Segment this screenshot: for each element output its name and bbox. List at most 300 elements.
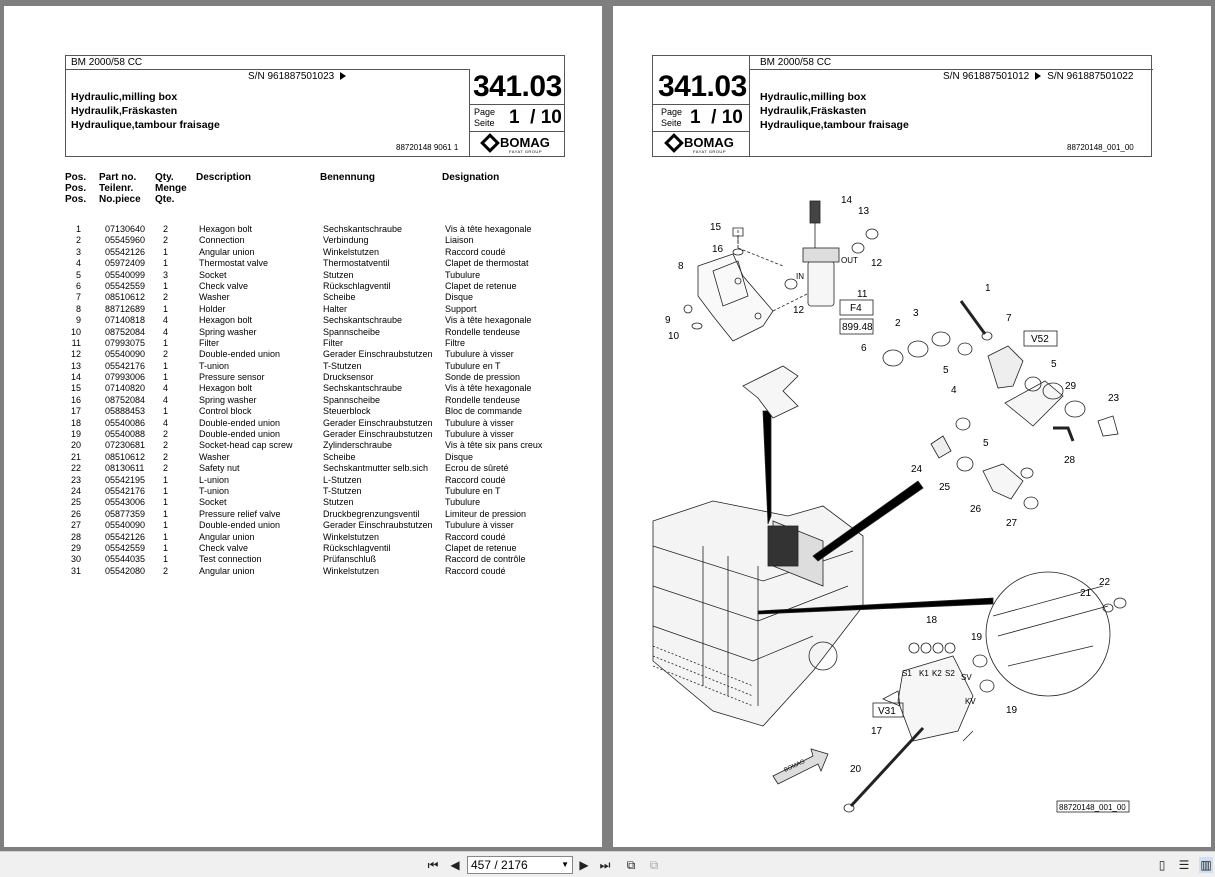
plate-upper [743, 366, 798, 418]
table-row [65, 429, 565, 440]
label-f4-value: 899.48 [842, 322, 873, 333]
table-row [65, 292, 565, 303]
nut-22 [1114, 598, 1126, 608]
table-row [65, 475, 565, 486]
chevron-down-icon[interactable]: ▼ [561, 860, 569, 869]
table-row [65, 224, 565, 235]
filter-canister [808, 261, 834, 306]
callout-11: 11 [857, 289, 868, 300]
cell-designation: Vis à tête six pans creux [445, 440, 543, 451]
callout-2: 2 [895, 318, 901, 329]
cell-part-no: 05542195 [105, 474, 146, 485]
callout-4: 4 [951, 385, 957, 396]
cell-description: Filter [199, 337, 219, 348]
page-number-input[interactable]: 457 / 2176 ▼ [467, 856, 573, 874]
table-row [65, 406, 565, 417]
cell-description: T-union [199, 485, 230, 496]
union-27 [1024, 497, 1038, 509]
cell-designation: Ecrou de sûreté [445, 463, 509, 474]
label-v31: V31 [878, 706, 896, 717]
arrow-right-icon [340, 72, 346, 80]
serial-number: S/N 961887501023 [248, 71, 346, 82]
cell-pos: 1 [75, 224, 81, 234]
cell-part-no: 07130640 [105, 224, 146, 234]
cell-part-no: 05540090 [105, 520, 146, 531]
holder-bracket [698, 254, 773, 341]
cell-part-no: 05542559 [105, 542, 146, 553]
callout-9: 9 [665, 315, 671, 326]
cell-part-no: 08510612 [105, 292, 146, 303]
cell-part-no: 05545960 [105, 235, 146, 246]
screw-20-head [844, 804, 854, 812]
cell-designation: Vis à tête hexagonale [445, 315, 532, 326]
continuous-view-icon[interactable]: ☰ [1178, 858, 1190, 872]
callout-12: 12 [871, 258, 883, 269]
section-number: 341.03 [658, 70, 747, 103]
cell-designation: Vis à tête hexagonale [445, 383, 532, 394]
callout-19: 19 [971, 632, 983, 643]
last-page-icon[interactable]: ⏭ [599, 857, 611, 872]
callout-28: 28 [1064, 455, 1076, 466]
cell-benennung: Gerader Einschraubstutzen [323, 349, 433, 360]
cell-pos: 29 [70, 542, 81, 553]
table-row [65, 554, 565, 565]
cell-benennung: Stutzen [323, 497, 354, 508]
socket-5c [956, 418, 970, 430]
cell-pos: 25 [70, 497, 81, 508]
cell-pos: 30 [70, 554, 81, 565]
col-benennung: Benennung [320, 172, 375, 183]
cell-pos: 8 [75, 303, 81, 314]
table-row [65, 258, 565, 269]
cell-part-no: 07993006 [105, 372, 146, 383]
union-18c [933, 643, 943, 653]
callout-23: 23 [1108, 393, 1120, 404]
table-row [65, 270, 565, 281]
cell-part-no: 05542080 [105, 565, 146, 576]
callout-26: 26 [970, 504, 982, 515]
page-label: Page Seite [474, 107, 496, 128]
cell-qty: 1 [163, 474, 169, 485]
cell-part-no: 05542559 [105, 280, 146, 291]
first-page-icon[interactable]: ⏮ [427, 857, 439, 872]
cell-benennung: Gerader Einschraubstutzen [323, 429, 433, 440]
angular-union-28 [1053, 428, 1073, 441]
arrow-right-icon [1035, 72, 1041, 80]
title-en: Hydraulic,milling box [71, 91, 178, 103]
cell-part-no: 05877359 [105, 508, 146, 519]
cell-description: Double-ended union [199, 417, 281, 428]
right-page [613, 6, 1211, 847]
cell-part-no: 05542126 [105, 246, 146, 257]
union-13 [866, 229, 878, 239]
cell-part-no: 88712689 [105, 303, 146, 314]
cell-qty: 1 [163, 406, 169, 417]
cell-designation: Limiteur de pression [445, 508, 527, 519]
cell-part-no: 07993075 [105, 337, 146, 348]
cell-pos: 11 [71, 337, 81, 348]
cell-description: Holder [199, 303, 226, 314]
doc-ref: 88720148 9061 1 [396, 143, 459, 152]
cell-qty: 1 [163, 554, 169, 565]
cell-description: Angular union [199, 531, 255, 542]
table-row [65, 543, 565, 554]
table-row [65, 383, 565, 394]
angular-union-3 [932, 332, 950, 346]
cell-qty: 1 [163, 337, 169, 348]
table-row [65, 349, 565, 360]
cell-description: Hexagon bolt [199, 315, 253, 326]
cell-part-no: 05972409 [105, 258, 146, 269]
cell-part-no: 07140820 [105, 383, 146, 394]
cell-part-no: 05540086 [105, 417, 146, 428]
table-row [65, 440, 565, 451]
cell-qty: 4 [163, 326, 169, 337]
cell-benennung: Gerader Einschraubstutzen [323, 520, 433, 531]
cell-part-no: 08752084 [105, 394, 146, 405]
cell-pos: 17 [70, 406, 81, 417]
cell-benennung: Scheibe [323, 292, 356, 303]
cell-designation: Tubulure à visser [445, 520, 514, 531]
next-page-icon[interactable]: ▶ [579, 858, 589, 872]
union-18b [921, 643, 931, 653]
cell-designation: Raccord coudé [445, 531, 506, 542]
table-row [65, 520, 565, 531]
single-page-view-icon[interactable]: ▯ [1158, 858, 1166, 872]
cell-benennung: Drucksensor [323, 372, 374, 383]
cell-benennung: Gerader Einschraubstutzen [323, 417, 433, 428]
table-row [65, 497, 565, 508]
union-18a [909, 643, 919, 653]
cell-part-no: 05540090 [105, 349, 146, 360]
callout-27: 27 [1006, 518, 1018, 529]
cell-description: T-union [199, 360, 230, 371]
union-26b [1021, 468, 1033, 478]
washer-7 [982, 332, 992, 340]
callout-18: 18 [926, 615, 938, 626]
cell-part-no: 08130611 [105, 463, 145, 474]
page-number: 1 / 10 [509, 107, 562, 128]
cell-benennung: Rückschlagventil [323, 542, 391, 553]
callout-8: 8 [678, 261, 684, 272]
cell-part-no: 05544035 [105, 554, 146, 565]
cell-designation: Raccord coudé [445, 246, 506, 257]
cell-qty: 1 [163, 520, 169, 531]
table-row [65, 486, 565, 497]
cell-benennung: Spannscheibe [323, 394, 381, 405]
cell-pos: 3 [75, 246, 81, 257]
table-row [65, 418, 565, 429]
cell-qty: 2 [163, 451, 169, 462]
callout-10: 10 [668, 331, 680, 342]
callout-22: 22 [1099, 577, 1111, 588]
callout-5: 5 [983, 438, 989, 449]
cell-description: Washer [199, 292, 230, 303]
bomag-logo: BOMAG FAYAT GROUP [667, 135, 734, 150]
table-row [65, 395, 565, 406]
serial-range: S/N 961887501012 S/N 961887501022 [943, 71, 1134, 82]
col-designation: Designation [442, 172, 500, 183]
cell-qty: 2 [163, 349, 169, 360]
title-de: Hydraulik,Fräskasten [760, 105, 867, 117]
cell-description: Hexagon bolt [199, 383, 253, 394]
cell-description: Angular union [199, 565, 255, 576]
cell-description: Hexagon bolt [199, 224, 253, 234]
cell-qty: 1 [163, 531, 169, 542]
cell-designation: Tubulure à visser [445, 417, 514, 428]
cell-pos: 24 [70, 485, 81, 496]
cell-description: Spring washer [199, 326, 257, 337]
cell-benennung: Sechskantmutter selb.sich [323, 463, 429, 474]
cell-benennung: Winkelstutzen [323, 246, 380, 257]
cell-designation: Raccord coudé [445, 474, 506, 485]
callout-5: 5 [943, 365, 949, 376]
cell-designation: Tubulure en T [445, 360, 501, 371]
cell-qty: 2 [163, 463, 169, 474]
cell-part-no: 07140818 [105, 315, 146, 326]
fit-page-icon[interactable]: ⧉ [626, 857, 636, 872]
cell-qty: 1 [163, 246, 169, 257]
cell-designation: Tubulure [445, 269, 481, 280]
cell-pos: 10 [70, 326, 81, 337]
washer-10 [692, 323, 702, 329]
cell-qty: 1 [163, 280, 169, 291]
cell-part-no: 07230681 [105, 440, 146, 451]
callout-29: 29 [1065, 381, 1077, 392]
cell-pos: 2 [75, 235, 81, 246]
cell-part-no: 05540088 [105, 429, 146, 440]
cell-pos: 6 [75, 280, 81, 291]
cell-designation: Disque [445, 292, 474, 303]
callout-14: 14 [841, 195, 853, 206]
cell-part-no: 05542126 [105, 531, 146, 542]
table-row [65, 361, 565, 372]
cell-pos: 19 [70, 429, 81, 440]
cell-benennung: Sechskantschraube [323, 383, 403, 394]
leader-wedge-upper [763, 411, 771, 524]
prev-page-icon[interactable]: ◀ [450, 858, 460, 872]
fit-width-icon[interactable]: ⧉ [649, 857, 659, 872]
page-number: 1 / 10 [690, 107, 743, 128]
cell-qty: 1 [163, 497, 169, 508]
l-union-23 [1098, 416, 1118, 436]
cell-pos: 9 [75, 315, 81, 326]
cell-description: Washer [199, 451, 230, 462]
cell-benennung: Winkelstutzen [323, 531, 380, 542]
cell-description: Angular union [199, 246, 255, 257]
label-v52: V52 [1031, 334, 1049, 345]
cell-part-no: 05542176 [105, 485, 146, 496]
cell-qty: 1 [163, 508, 169, 519]
cell-part-no: 08510612 [105, 451, 146, 462]
cell-designation: Bloc de commande [445, 406, 523, 417]
thermostat-valve [988, 346, 1023, 388]
plate-lower [1005, 381, 1063, 426]
callout-12: 12 [793, 305, 805, 316]
cell-qty: 2 [163, 429, 169, 440]
cell-qty: 2 [163, 292, 169, 303]
cell-qty: 4 [163, 315, 169, 326]
cell-designation: Tubulure à visser [445, 349, 514, 360]
cell-designation: Filtre [445, 337, 465, 348]
bolt-9 [684, 305, 692, 313]
cell-qty: 2 [163, 235, 169, 246]
cell-benennung: Filter [323, 337, 343, 348]
cell-designation: Rondelle tendeuse [445, 394, 521, 405]
cell-description: Double-ended union [199, 520, 281, 531]
exploded-parts-diagram [613, 166, 1211, 846]
cell-qty: 4 [163, 394, 169, 405]
cell-benennung: Spannscheibe [323, 326, 381, 337]
two-page-view-icon[interactable]: ▥ [1200, 858, 1212, 872]
port-k1: K1 [919, 669, 929, 678]
cell-description: Spring washer [199, 394, 257, 405]
cell-pos: 28 [70, 531, 81, 542]
cell-pos: 22 [70, 463, 81, 474]
table-row [65, 304, 565, 315]
cell-description: Double-ended union [199, 429, 281, 440]
table-row [65, 452, 565, 463]
callout-24: 24 [911, 464, 923, 475]
cell-benennung: Winkelstutzen [323, 565, 380, 576]
cell-qty: 1 [163, 360, 169, 371]
left-header-box [65, 55, 565, 157]
cell-description: Pressure sensor [199, 372, 265, 383]
model-name: BM 2000/58 CC [71, 57, 143, 68]
cell-benennung: Scheibe [323, 451, 356, 462]
table-row [65, 247, 565, 258]
cell-description: Check valve [199, 542, 249, 553]
cell-designation: Disque [445, 451, 474, 462]
right-header-box [652, 55, 1152, 157]
page-label: Page Seite [661, 107, 683, 128]
cell-qty: 4 [163, 383, 169, 394]
cell-designation: Clapet de thermostat [445, 258, 529, 269]
cell-pos: 26 [70, 508, 81, 519]
table-row [65, 281, 565, 292]
cell-pos: 15 [70, 383, 81, 394]
cell-description: Test connection [199, 554, 262, 565]
cell-pos: 7 [75, 292, 81, 303]
callout-17: 17 [871, 726, 883, 737]
cell-benennung: T-Stutzen [323, 485, 362, 496]
section-number: 341.03 [473, 70, 562, 103]
label-f4: F4 [850, 303, 862, 314]
callout-25: 25 [939, 482, 951, 493]
t-union-24 [931, 436, 951, 458]
cell-designation: Rondelle tendeuse [445, 326, 521, 337]
cell-designation: Support [445, 303, 477, 314]
cell-pos: 14 [70, 372, 81, 383]
cell-designation: Raccord de contrôle [445, 554, 526, 565]
cell-qty: 2 [163, 224, 169, 234]
title-en: Hydraulic,milling box [760, 91, 867, 103]
cell-designation: Tubulure à visser [445, 429, 514, 440]
port-k2: K2 [932, 669, 942, 678]
connection-2a [908, 341, 928, 357]
port-kv: KV [965, 697, 976, 706]
cell-benennung: Sechskantschraube [323, 315, 403, 326]
cell-description: Socket [199, 497, 227, 508]
cell-benennung: Steuerblock [323, 406, 371, 417]
cell-description: L-union [199, 474, 230, 485]
cell-pos: 12 [70, 349, 81, 360]
table-row [65, 327, 565, 338]
cell-pos: 13 [70, 360, 81, 371]
parts-table [65, 224, 565, 577]
callout-7: 7 [1006, 313, 1012, 324]
callout-5: 5 [1051, 359, 1057, 370]
callout-20: 20 [850, 764, 862, 775]
model-name: BM 2000/58 CC [760, 57, 832, 68]
cell-description: Socket [199, 269, 227, 280]
port-s2: S2 [945, 669, 955, 678]
title-fr: Hydraulique,tambour fraisage [760, 119, 909, 131]
table-row [65, 372, 565, 383]
cell-designation: Raccord coudé [445, 565, 506, 576]
union-19b [980, 680, 994, 692]
callout-13: 13 [858, 206, 870, 217]
callout-3: 3 [913, 308, 919, 319]
arrow-logo-text: BOMAG [783, 758, 807, 774]
cell-pos: 27 [70, 520, 81, 531]
cell-designation: Tubulure en T [445, 485, 501, 496]
cell-description: Socket-head cap screw [199, 440, 293, 451]
cell-pos: 4 [75, 258, 81, 269]
cell-qty: 1 [163, 303, 169, 314]
cell-qty: 3 [163, 269, 169, 280]
cell-designation: Clapet de retenue [445, 542, 517, 553]
socket-fitting [883, 691, 900, 706]
callout-19: 19 [1006, 705, 1018, 716]
bolt-1 [961, 301, 985, 334]
cell-part-no: 05542176 [105, 360, 146, 371]
cell-pos: 16 [70, 394, 81, 405]
cell-description: Double-ended union [199, 349, 281, 360]
cell-benennung: Verbindung [323, 235, 369, 246]
cell-part-no: 05540099 [105, 269, 146, 280]
cell-description: Safety nut [199, 463, 240, 474]
table-row [65, 463, 565, 474]
cell-benennung: Halter [323, 303, 348, 314]
port-out: OUT [841, 256, 858, 265]
cell-pos: 21 [70, 451, 81, 462]
diagram-ref: 88720148_001_00 [1059, 803, 1126, 812]
cell-designation: Liaison [445, 235, 474, 246]
union-19a [973, 655, 987, 667]
cell-description: Check valve [199, 280, 249, 291]
cell-pos: 31 [70, 565, 81, 576]
cell-designation: Vis à tête hexagonale [445, 224, 532, 234]
check-valve-6 [883, 350, 903, 366]
col-description: Description [196, 172, 252, 183]
cell-benennung: Sechskantschraube [323, 224, 403, 234]
bomag-logo: BOMAG FAYAT GROUP [483, 135, 550, 150]
callout-15: 15 [710, 222, 722, 233]
cell-description: Control block [199, 406, 252, 417]
title-de: Hydraulik,Fräskasten [71, 105, 178, 117]
viewer-toolbar [0, 851, 1215, 877]
title-fr: Hydraulique,tambour fraisage [71, 119, 220, 131]
callout-21: 21 [1080, 588, 1092, 599]
relief-valve-26 [983, 464, 1023, 499]
cell-description: Pressure relief valve [199, 508, 281, 519]
socket-5a [958, 343, 972, 355]
cell-benennung: Rückschlagventil [323, 280, 391, 291]
table-row [65, 315, 565, 326]
callout-6: 6 [861, 343, 867, 354]
filter-head [803, 248, 839, 262]
